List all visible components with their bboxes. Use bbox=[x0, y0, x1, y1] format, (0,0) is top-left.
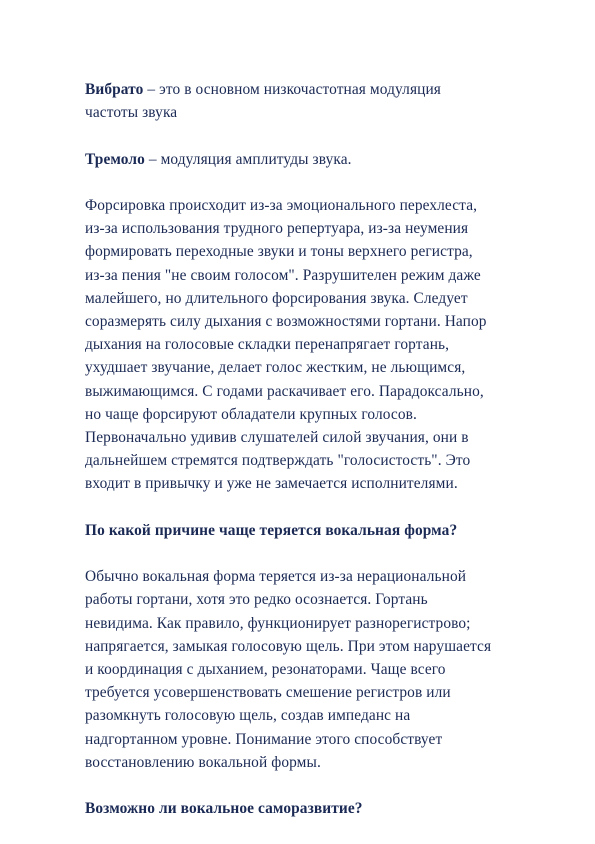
paragraph-line: дальнейшем стремятся подтверждать "голосистость". Это bbox=[85, 452, 471, 470]
paragraph-line: требуется усовершенствовать смешение регистров или bbox=[85, 684, 451, 702]
paragraph-line: выжимающимся. С годами раскачивает его. Парадоксально, bbox=[85, 382, 484, 400]
paragraph-line: Форсировка происходит из-за эмоционального перехлеста, bbox=[85, 196, 478, 214]
question-heading-self-development: Возможно ли вокальное саморазвитие? bbox=[85, 800, 363, 818]
paragraph-line: разомкнуть голосовую щель, создав импеданс на bbox=[85, 707, 411, 725]
forcing-paragraph bbox=[85, 194, 555, 496]
paragraph-line: из-за пения "не своим голосом". Разрушителен режим даже bbox=[85, 266, 481, 284]
paragraph-line: соразмерять силу дыхания с возможностями гортани. Напор bbox=[85, 313, 487, 330]
paragraph-line: Обычно вокальная форма теряется из-за нерациональной bbox=[85, 568, 467, 586]
paragraph-line: напрягается, замыкая голосовую щель. При этом нарушается bbox=[85, 637, 492, 655]
paragraph-line: и координация с дыханием, резонаторами. Чаще всего bbox=[85, 661, 446, 679]
paragraph-line: надгортанном уровне. Понимание этого способствует bbox=[85, 730, 443, 748]
paragraph-line: восстановлению вокальной формы. bbox=[85, 753, 321, 771]
paragraph-line: но чаще форсируют обладатели крупных голосов. bbox=[85, 405, 417, 423]
tremolo-line bbox=[85, 148, 555, 171]
tremolo-term: Тремоло bbox=[85, 150, 145, 168]
vibrato-definition bbox=[85, 78, 555, 124]
paragraph-line: входит в привычку и уже не замечается исполнителями. bbox=[85, 475, 458, 493]
paragraph-line: невидима. Как правило, функционирует разнорегистрово; bbox=[85, 614, 471, 632]
tremolo-definition bbox=[85, 148, 555, 171]
tremolo-text: – модуляция амплитуды звука. bbox=[144, 150, 352, 168]
vocal-form-answer-paragraph bbox=[85, 565, 555, 774]
paragraph-line: формировать переходные звуки и тоны верхнего регистра, bbox=[85, 243, 473, 261]
paragraph-line: малейшего, но длительного форсирования звука. Следует bbox=[85, 289, 468, 307]
vibrato-text: – это в основном низкочастотная модуляция bbox=[143, 81, 441, 98]
vibrato-line-1 bbox=[85, 78, 555, 101]
paragraph-line: Первоначально удивив слушателей силой звучания, они в bbox=[85, 429, 469, 447]
paragraph-line: работы гортани, хотя это редко осознается. Гортань bbox=[85, 591, 428, 609]
question-heading-vocal-form: По какой причине чаще теряется вокальная форма? bbox=[85, 521, 458, 539]
paragraph-line: дыхания на голосовые складки перенапрягает гортань, bbox=[85, 336, 450, 354]
vibrato-line-2: частоты звука bbox=[85, 104, 178, 122]
paragraph-line: ухудшает звучание, делает голос жестким, не льющимся, bbox=[85, 359, 466, 377]
paragraph-line: из-за использования трудного репертуара, из-за неумения bbox=[85, 220, 469, 238]
vibrato-term: Вибрато bbox=[85, 81, 144, 98]
document-body bbox=[85, 78, 555, 844]
